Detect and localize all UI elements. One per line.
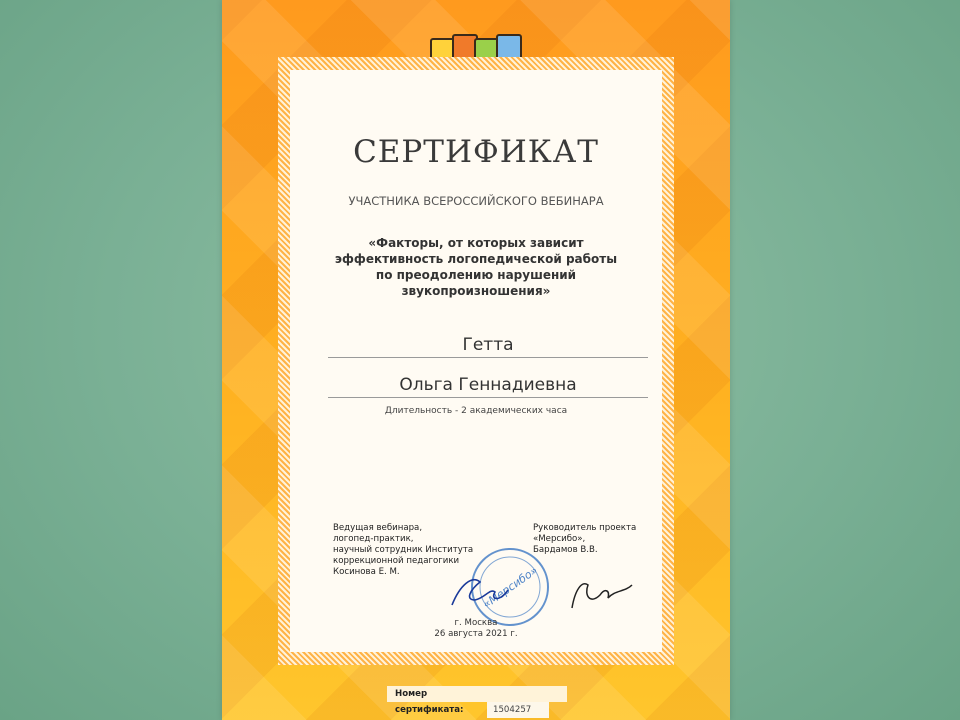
certificate-title: СЕРТИФИКАТ bbox=[353, 134, 599, 170]
stamp-text: «Мерсибо» bbox=[480, 563, 541, 611]
topic-line: по преодолению нарушений bbox=[375, 268, 577, 282]
topic-line: «Факторы, от которых зависит bbox=[368, 236, 584, 250]
certificate bbox=[222, 0, 730, 720]
participant-surname: Гетта bbox=[328, 333, 648, 358]
certificate-body bbox=[290, 70, 662, 652]
manager-signature-icon bbox=[572, 584, 632, 608]
stamp-icon bbox=[472, 549, 548, 625]
certificate-number: 1504257 bbox=[487, 702, 549, 718]
host-line: Ведущая вебинара, bbox=[333, 523, 423, 533]
certificate-number-label: Номер сертификата: bbox=[395, 689, 464, 715]
manager-line: «Мерсибо», bbox=[533, 534, 586, 544]
certificate-subtitle: УЧАСТНИКА ВСЕРОССИЙСКОГО ВЕБИНАРА bbox=[348, 194, 604, 208]
topic-line: эффективность логопедической работы bbox=[334, 252, 618, 266]
host-line: коррекционной педагогики bbox=[333, 556, 460, 566]
certificate-number-bar bbox=[387, 686, 567, 715]
host-line: логопед-практик, bbox=[333, 534, 414, 544]
duration-text: Длительность - 2 академических часа bbox=[384, 406, 568, 416]
signatures-and-stamp bbox=[290, 70, 662, 652]
manager-line: Бардамов В.В. bbox=[533, 545, 598, 555]
host-line: научный сотрудник Института bbox=[333, 545, 474, 555]
manager-line: Руководитель проекта bbox=[533, 523, 637, 533]
host-line: Косинова Е. М. bbox=[333, 567, 400, 577]
certificate-border bbox=[278, 57, 674, 665]
topic-line: звукопроизношения» bbox=[401, 284, 551, 298]
date: 26 августа 2021 г. bbox=[434, 629, 518, 639]
participant-given-names: Ольга Геннадиевна bbox=[328, 373, 648, 398]
city: г. Москва bbox=[454, 618, 498, 628]
